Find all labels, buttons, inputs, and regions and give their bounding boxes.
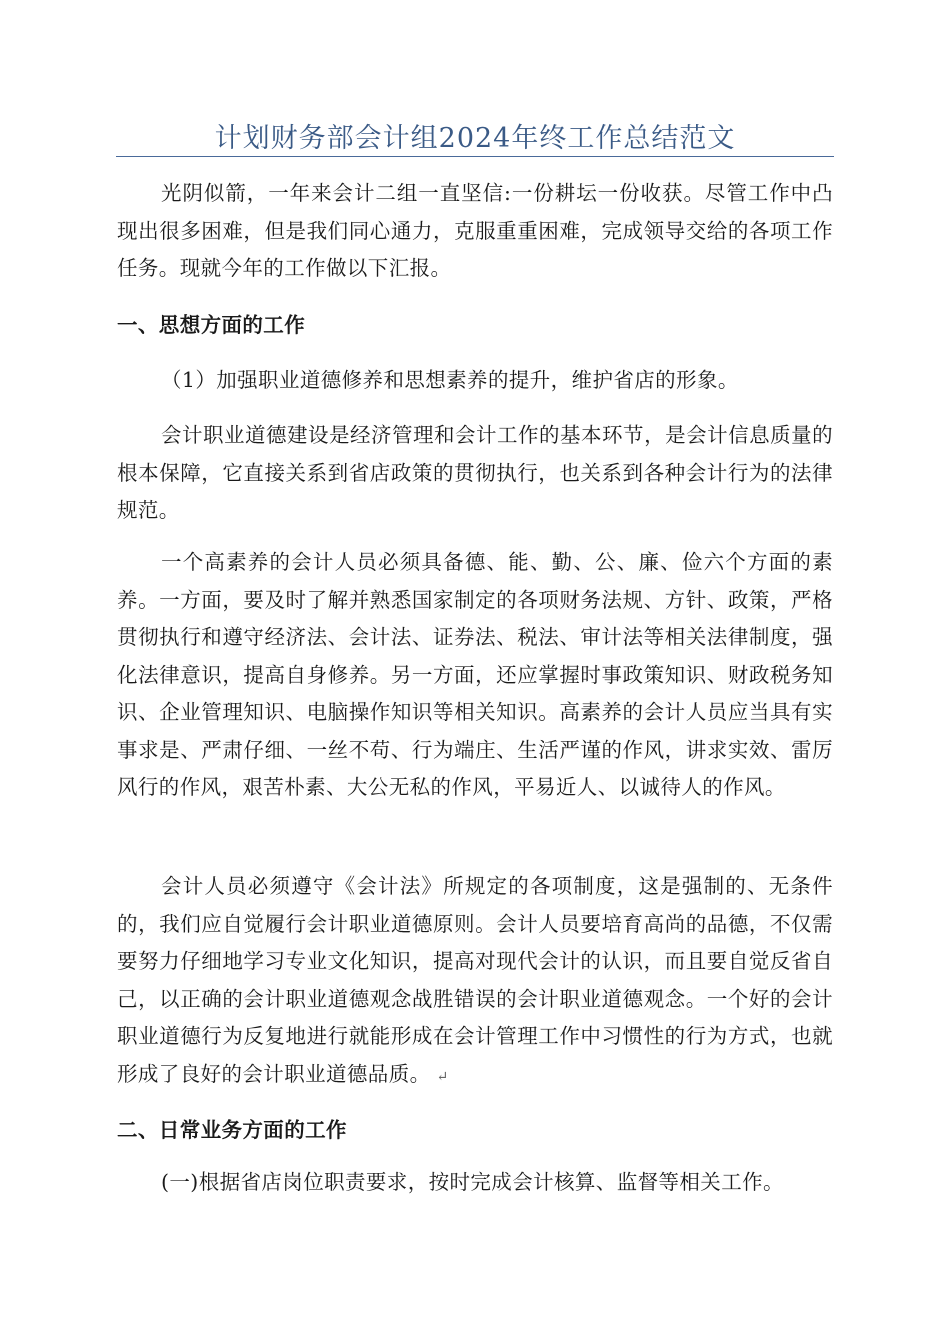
paragraph-accounting-law — [117, 868, 833, 1096]
section-heading-1: 一、思想方面的工作 — [117, 313, 306, 337]
intro-paragraph: 光阴似箭，一年来会计二组一直坚信:一份耕坛一份收获。尽管工作中凸现出很多困难，但是我们同心通力，克服重重困难，完成领导交给的各项工作任务。现就今年的工作做以下汇报。 — [117, 181, 833, 280]
subsection-2-1: (一)根据省店岗位职责要求，按时完成会计核算、监督等相关工作。 — [161, 1170, 784, 1194]
section-heading-2: 二、日常业务方面的工作 — [117, 1118, 347, 1142]
title-block — [116, 108, 834, 157]
subsection-1-1: （1）加强职业道德修养和思想素养的提升，维护省店的形象。 — [161, 368, 739, 392]
paragraph-accounting-law-text: 会计人员必须遵守《会计法》所规定的各项制度，这是强制的、无条件的，我们应自觉履行会计职业道德原则。会计人员要培育高尚的品德，不仅需要努力仔细地学习专业文化知识，提高对现代会计的认识，而且要自觉反省自己，以正确的会计职业道德观念战胜错误的会计职业道德观念。一个好的会计职业道德行为反复地进行就能形成在会计管理工作中习惯性的行为方式，也就形成了良好的会计职业道德品质。 — [117, 874, 833, 1086]
paragraph-mark-icon: ↵ — [436, 1068, 449, 1085]
paragraph-ethics: 会计职业道德建设是经济管理和会计工作的基本环节，是会计信息质量的根本保障，它直接关系到省店政策的贯彻执行，也关系到各种会计行为的法律规范。 — [117, 423, 833, 522]
paragraph-qualities: 一个高素养的会计人员必须具备德、能、勤、公、廉、俭六个方面的素养。一方面，要及时了解并熟悉国家制定的各项财务法规、方针、政策，严格贯彻执行和遵守经济法、会计法、证券法、税法、审计法等相关法律制度，强化法律意识，提高自身修养。另一方面，还应掌握时事政策知识、财政税务知识、企业管理知识、电脑操作知识等相关知识。高素养的会计人员应当具有实事求是、严肃仔细、一丝不苟、行为端庄、生活严谨的作风，讲求实效、雷厉风行的作风，艰苦朴素、大公无私的作风，平易近人、以诚待人的作风。 — [117, 550, 833, 799]
document-title: 计划财务部会计组2024年终工作总结范文 — [214, 123, 736, 154]
